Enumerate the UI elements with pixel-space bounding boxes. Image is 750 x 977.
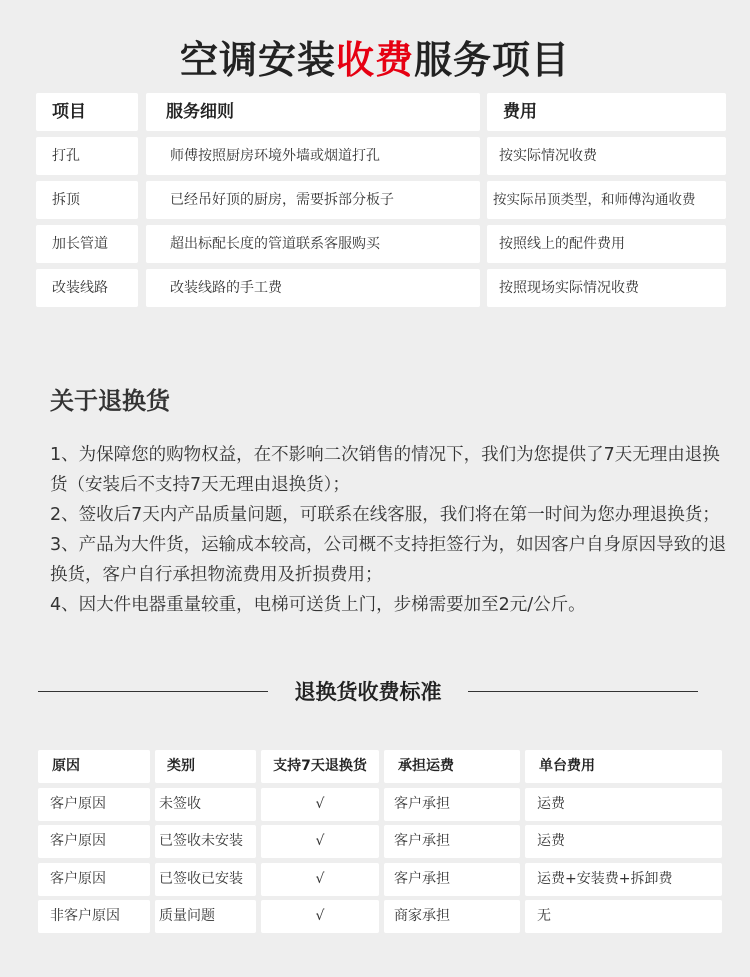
policy-item: 4、因大件电器重量较重，电梯可送货上门，步梯需要加至2元/公斤。: [50, 595, 586, 615]
table-row: [38, 825, 722, 858]
table-cell: 已签收未安装: [155, 825, 256, 858]
header-cell-7day: 支持7天退换货: [261, 750, 379, 783]
table-cell: 按实际吊顶类型，和师傅沟通收费: [487, 181, 726, 219]
table-cell: 按照现场实际情况收费: [487, 269, 726, 307]
divider-line-left: [38, 691, 268, 692]
table-cell: 运费: [525, 788, 722, 821]
header-cell-item: 项目: [36, 93, 138, 131]
table-cell: 改装线路的手工费: [146, 269, 480, 307]
table-row: [36, 225, 726, 263]
policy-item: 2、签收后7天内产品质量问题，可联系在线客服，我们将在第一时间为您办理退换货；: [50, 505, 720, 525]
divider-line-right: [468, 691, 698, 692]
service-table: [36, 93, 726, 313]
table-cell: 改装线路: [36, 269, 138, 307]
table-row: [38, 900, 722, 933]
table-cell: 客户原因: [38, 863, 150, 896]
table-row: [38, 788, 722, 821]
policy-item: 3、产品为大件货，运输成本较高，公司概不支持拒签行为，如因客户自身原因导致的退换货，客户自行承担物流费用及折损费用；: [50, 535, 727, 585]
table-row: [36, 269, 726, 307]
table-cell: 已签收已安装: [155, 863, 256, 896]
table-cell: 客户原因: [38, 788, 150, 821]
service-table-header: [36, 93, 726, 131]
title-highlight: 收费: [335, 38, 414, 82]
policy-item: 1、为保障您的购物权益，在不影响二次销售的情况下，我们为您提供了7天无理由退换货（安装后不支持7天无理由退换货）；: [50, 445, 720, 495]
table-cell: 拆顶: [36, 181, 138, 219]
table-cell: 非客户原因: [38, 900, 150, 933]
table-cell: 按照线上的配件费用: [487, 225, 726, 263]
title-part-3: 服务项目: [414, 38, 571, 82]
check-mark: √: [261, 900, 379, 933]
table-cell: 运费+安装费+拆卸费: [525, 863, 722, 896]
title-part-1: 空调安装: [179, 38, 336, 82]
check-mark: √: [261, 863, 379, 896]
table-cell: 客户承担: [384, 788, 520, 821]
header-cell-fee: 费用: [487, 93, 726, 131]
table-cell: 已经吊好顶的厨房，需要拆部分板子: [146, 181, 480, 219]
table-cell: 无: [525, 900, 722, 933]
table-cell: 超出标配长度的管道联系客服购买: [146, 225, 480, 263]
standard-title: 退换货收费标准: [294, 680, 442, 704]
table-cell: 打孔: [36, 137, 138, 175]
return-fee-table: [38, 750, 722, 938]
table-cell: 按实际情况收费: [487, 137, 726, 175]
table-cell: 客户原因: [38, 825, 150, 858]
table-cell: 加长管道: [36, 225, 138, 263]
table-cell: 运费: [525, 825, 722, 858]
section-divider: [38, 672, 698, 712]
table-row: [36, 181, 726, 219]
table-cell: 未签收: [155, 788, 256, 821]
table-cell: 客户承担: [384, 825, 520, 858]
table-cell: 客户承担: [384, 863, 520, 896]
return-table-header: [38, 750, 722, 783]
page-title: [0, 36, 750, 84]
table-cell: 质量问题: [155, 900, 256, 933]
header-cell-unit-fee: 单台费用: [525, 750, 722, 783]
header-cell-shipping: 承担运费: [384, 750, 520, 783]
table-row: [36, 137, 726, 175]
table-cell: 商家承担: [384, 900, 520, 933]
check-mark: √: [261, 825, 379, 858]
header-cell-reason: 原因: [38, 750, 150, 783]
returns-policy: [50, 440, 730, 620]
table-cell: 师傅按照厨房环境外墙或烟道打孔: [146, 137, 480, 175]
table-row: [38, 863, 722, 896]
check-mark: √: [261, 788, 379, 821]
header-cell-category: 类别: [155, 750, 256, 783]
returns-title: 关于退换货: [50, 387, 170, 415]
header-cell-detail: 服务细则: [146, 93, 480, 131]
